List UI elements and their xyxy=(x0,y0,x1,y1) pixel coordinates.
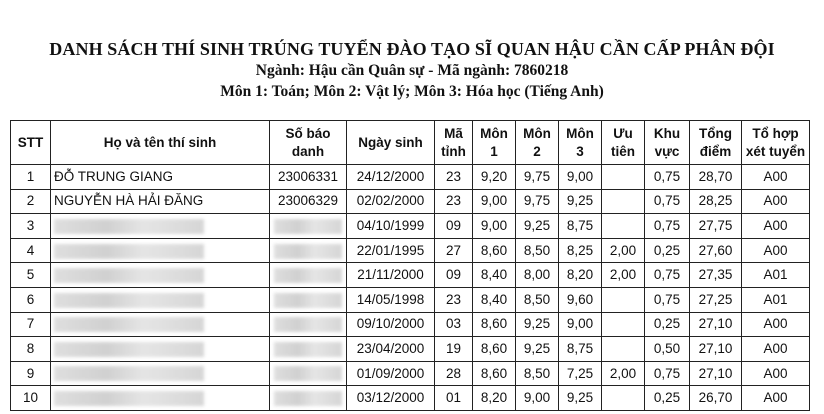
cell-m2: 8,00 xyxy=(516,263,559,288)
cell-stt: 4 xyxy=(11,238,51,263)
cell-sbd xyxy=(270,361,347,386)
cell-combo: A00 xyxy=(742,386,810,411)
redacted-sbd xyxy=(274,244,342,259)
redacted-name xyxy=(54,219,204,234)
cell-region: 0,75 xyxy=(645,361,690,386)
cell-combo: A00 xyxy=(742,361,810,386)
cell-name xyxy=(51,386,270,411)
cell-name xyxy=(51,238,270,263)
cell-m2: 8,50 xyxy=(516,287,559,312)
cell-m1: 9,00 xyxy=(473,214,516,239)
cell-priority xyxy=(602,189,645,214)
header-m2: Môn 2 xyxy=(516,121,559,165)
redacted-name xyxy=(54,293,204,308)
cell-priority xyxy=(602,165,645,190)
cell-province: 19 xyxy=(435,337,473,362)
header-m1: Môn 1 xyxy=(473,121,516,165)
cell-m2: 8,50 xyxy=(516,361,559,386)
cell-sbd xyxy=(270,312,347,337)
cell-m3: 8,75 xyxy=(559,337,602,362)
document-title: DANH SÁCH THÍ SINH TRÚNG TUYỂN ĐÀO TẠO SĨ QUAN HẬU CẦN CẤP PHÂN ĐỘI xyxy=(49,39,775,59)
cell-name: NGUYỄN HÀ HẢI ĐĂNG xyxy=(51,189,270,214)
cell-province: 28 xyxy=(435,361,473,386)
subjects-line: Môn 1: Toán; Môn 2: Vật lý; Môn 3: Hóa học (Tiếng Anh) xyxy=(220,83,604,100)
cell-m3: 9,00 xyxy=(559,312,602,337)
cell-stt: 1 xyxy=(11,165,51,190)
cell-m2: 9,75 xyxy=(516,189,559,214)
cell-province: 01 xyxy=(435,386,473,411)
cell-dob: 21/11/2000 xyxy=(347,263,435,288)
redacted-sbd xyxy=(274,317,342,332)
cell-m2: 9,00 xyxy=(516,386,559,411)
cell-province: 23 xyxy=(435,165,473,190)
cell-combo: A00 xyxy=(742,214,810,239)
cell-sbd xyxy=(270,263,347,288)
cell-total: 28,25 xyxy=(690,189,742,214)
cell-total: 28,70 xyxy=(690,165,742,190)
cell-m3: 9,60 xyxy=(559,287,602,312)
cell-dob: 22/01/1995 xyxy=(347,238,435,263)
cell-combo: A01 xyxy=(742,287,810,312)
cell-m2: 9,75 xyxy=(516,165,559,190)
cell-region: 0,75 xyxy=(645,165,690,190)
cell-dob: 03/12/2000 xyxy=(347,386,435,411)
redacted-name xyxy=(54,342,204,357)
cell-sbd xyxy=(270,386,347,411)
cell-province: 27 xyxy=(435,238,473,263)
header-name: Họ và tên thí sinh xyxy=(51,121,270,165)
cell-region: 0,25 xyxy=(645,386,690,411)
cell-dob: 04/10/1999 xyxy=(347,214,435,239)
table-row xyxy=(11,238,810,263)
cell-sbd xyxy=(270,337,347,362)
cell-region: 0,75 xyxy=(645,214,690,239)
cell-m3: 8,25 xyxy=(559,238,602,263)
cell-combo: A00 xyxy=(742,312,810,337)
cell-priority: 2,00 xyxy=(602,238,645,263)
cell-total: 27,60 xyxy=(690,238,742,263)
redacted-name xyxy=(54,244,204,259)
header-region: Khu vực xyxy=(645,121,690,165)
header-dob: Ngày sinh xyxy=(347,121,435,165)
cell-name xyxy=(51,263,270,288)
cell-dob: 23/04/2000 xyxy=(347,337,435,362)
cell-total: 27,10 xyxy=(690,337,742,362)
cell-m1: 8,60 xyxy=(473,312,516,337)
cell-m1: 8,40 xyxy=(473,287,516,312)
cell-region: 0,25 xyxy=(645,312,690,337)
cell-stt: 5 xyxy=(11,263,51,288)
redacted-name xyxy=(54,268,204,283)
cell-combo: A01 xyxy=(742,263,810,288)
cell-m2: 9,25 xyxy=(516,312,559,337)
cell-dob: 02/02/2000 xyxy=(347,189,435,214)
cell-dob: 09/10/2000 xyxy=(347,312,435,337)
cell-m1: 8,20 xyxy=(473,386,516,411)
cell-region: 0,50 xyxy=(645,337,690,362)
cell-m1: 9,20 xyxy=(473,165,516,190)
cell-priority: 2,00 xyxy=(602,361,645,386)
cell-stt: 9 xyxy=(11,361,51,386)
redacted-sbd xyxy=(274,366,342,381)
cell-total: 27,10 xyxy=(690,361,742,386)
cell-total: 27,10 xyxy=(690,312,742,337)
cell-region: 0,75 xyxy=(645,287,690,312)
cell-priority: 2,00 xyxy=(602,263,645,288)
cell-m1: 8,60 xyxy=(473,361,516,386)
cell-m1: 8,40 xyxy=(473,263,516,288)
cell-stt: 7 xyxy=(11,312,51,337)
cell-m3: 9,25 xyxy=(559,386,602,411)
cell-province: 03 xyxy=(435,312,473,337)
header-stt: STT xyxy=(11,121,51,165)
cell-m2: 9,25 xyxy=(516,214,559,239)
cell-priority xyxy=(602,214,645,239)
cell-dob: 14/05/1998 xyxy=(347,287,435,312)
table-body xyxy=(11,165,810,411)
header-sbd: Số báo danh xyxy=(270,121,347,165)
header-priority: Ưu tiên xyxy=(602,121,645,165)
cell-total: 26,70 xyxy=(690,386,742,411)
cell-province: 09 xyxy=(435,263,473,288)
table-header xyxy=(11,121,810,165)
cell-m3: 9,00 xyxy=(559,165,602,190)
header-combo: Tổ hợp xét tuyển xyxy=(742,121,810,165)
table-row xyxy=(11,165,810,190)
cell-combo: A00 xyxy=(742,165,810,190)
cell-total: 27,35 xyxy=(690,263,742,288)
cell-stt: 6 xyxy=(11,287,51,312)
cell-m2: 8,50 xyxy=(516,238,559,263)
cell-stt: 8 xyxy=(11,337,51,362)
cell-dob: 01/09/2000 xyxy=(347,361,435,386)
cell-name xyxy=(51,337,270,362)
cell-m3: 9,25 xyxy=(559,189,602,214)
cell-region: 0,25 xyxy=(645,238,690,263)
header-m3: Môn 3 xyxy=(559,121,602,165)
cell-name: ĐỖ TRUNG GIANG xyxy=(51,165,270,190)
cell-priority xyxy=(602,337,645,362)
table-row xyxy=(11,386,810,411)
cell-m2: 9,25 xyxy=(516,337,559,362)
cell-province: 23 xyxy=(435,287,473,312)
cell-priority xyxy=(602,386,645,411)
cell-sbd: 23006331 xyxy=(270,165,347,190)
table-row xyxy=(11,189,810,214)
header-province: Mã tỉnh xyxy=(435,121,473,165)
cell-province: 23 xyxy=(435,189,473,214)
cell-name xyxy=(51,361,270,386)
table-row xyxy=(11,337,810,362)
redacted-sbd xyxy=(274,391,342,406)
cell-priority xyxy=(602,287,645,312)
header-total: Tổng điểm xyxy=(690,121,742,165)
table-row xyxy=(11,312,810,337)
cell-total: 27,25 xyxy=(690,287,742,312)
table-row xyxy=(11,263,810,288)
cell-m1: 9,00 xyxy=(473,189,516,214)
candidates-table xyxy=(10,120,810,411)
redacted-sbd xyxy=(274,219,342,234)
table-row xyxy=(11,287,810,312)
cell-m3: 8,20 xyxy=(559,263,602,288)
cell-stt: 3 xyxy=(11,214,51,239)
cell-province: 09 xyxy=(435,214,473,239)
redacted-sbd xyxy=(274,342,342,357)
cell-combo: A00 xyxy=(742,238,810,263)
table-row xyxy=(11,214,810,239)
redacted-name xyxy=(54,366,204,381)
cell-total: 27,75 xyxy=(690,214,742,239)
cell-name xyxy=(51,214,270,239)
redacted-sbd xyxy=(274,268,342,283)
header-row xyxy=(11,121,810,165)
cell-m1: 8,60 xyxy=(473,337,516,362)
cell-stt: 10 xyxy=(11,386,51,411)
cell-stt: 2 xyxy=(11,189,51,214)
cell-sbd xyxy=(270,287,347,312)
redacted-sbd xyxy=(274,293,342,308)
redacted-name xyxy=(54,317,204,332)
document-heading xyxy=(0,38,824,102)
cell-m3: 8,75 xyxy=(559,214,602,239)
document-subtitle: Ngành: Hậu cần Quân sự - Mã ngành: 7860218 xyxy=(255,62,569,79)
cell-sbd xyxy=(270,214,347,239)
redacted-name xyxy=(54,391,204,406)
cell-priority xyxy=(602,312,645,337)
cell-sbd: 23006329 xyxy=(270,189,347,214)
cell-region: 0,75 xyxy=(645,263,690,288)
cell-combo: A00 xyxy=(742,189,810,214)
table-row xyxy=(11,361,810,386)
cell-dob: 24/12/2000 xyxy=(347,165,435,190)
cell-m1: 8,60 xyxy=(473,238,516,263)
cell-region: 0,75 xyxy=(645,189,690,214)
cell-m3: 7,25 xyxy=(559,361,602,386)
cell-combo: A00 xyxy=(742,337,810,362)
cell-name xyxy=(51,312,270,337)
cell-sbd xyxy=(270,238,347,263)
cell-name xyxy=(51,287,270,312)
